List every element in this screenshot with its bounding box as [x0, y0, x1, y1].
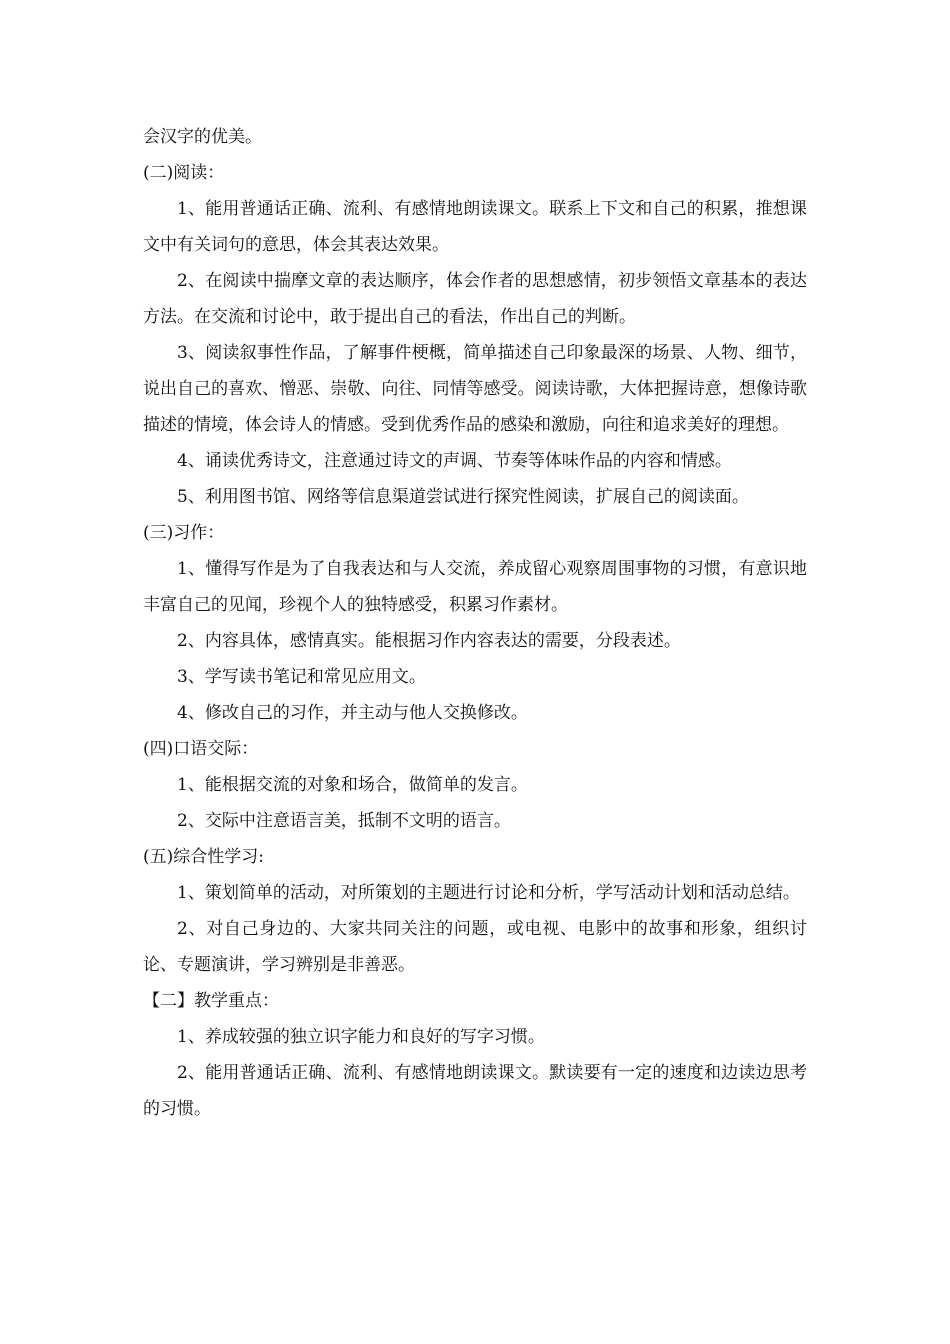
section-heading-oral: (四)口语交际：: [143, 739, 259, 759]
list-item: 2、对自己身边的、大家共同关注的问题，或电视、电影中的故事和形象，组织讨论、专题演讲，学习辨别是非善恶。: [143, 919, 807, 975]
section-heading-key-points: 【二】教学重点：: [143, 991, 279, 1011]
list-item: 4、诵读优秀诗文，注意通过诗文的声调、节奏等体味作品的内容和情感。: [177, 451, 732, 471]
list-item: 4、修改自己的习作，并主动与他人交换修改。: [177, 703, 528, 723]
section-heading-writing: (三)习作：: [143, 523, 225, 543]
list-item: 3、学写读书笔记和常见应用文。: [177, 667, 426, 687]
list-item: 1、懂得写作是为了自我表达和与人交流，养成留心观察周围事物的习惯，有意识地丰富自己的见闻，珍视个人的独特感受，积累习作素材。: [143, 559, 807, 615]
section-heading-comprehensive: (五)综合性学习:: [143, 847, 264, 867]
list-item: 3、阅读叙事性作品，了解事件梗概，简单描述自己印象最深的场景、人物、细节，说出自己的喜欢、憎恶、崇敬、向往、同情等感受。阅读诗歌，大体把握诗意，想像诗歌描述的情境，体会诗人的情感。受到优秀作品的感染和激励，向往和追求美好的理想。: [143, 343, 807, 435]
list-item: 1、能用普通话正确、流利、有感情地朗读课文。联系上下文和自己的积累，推想课文中有关词句的意思，体会其表达效果。: [143, 199, 807, 255]
section-heading-reading: (二)阅读：: [143, 163, 225, 183]
list-item: 5、利用图书馆、网络等信息渠道尝试进行探究性阅读，扩展自己的阅读面。: [177, 487, 749, 507]
list-item: 2、内容具体，感情真实。能根据习作内容表达的需要，分段表述。: [177, 631, 681, 651]
paragraph-continuation: 会汉字的优美。: [143, 127, 262, 147]
list-item: 2、在阅读中揣摩文章的表达顺序，体会作者的思想感情，初步领悟文章基本的表达方法。在交流和讨论中，敢于提出自己的看法，作出自己的判断。: [143, 271, 807, 327]
list-item: 1、养成较强的独立识字能力和良好的写字习惯。: [177, 1027, 545, 1047]
list-item: 1、策划简单的活动，对所策划的主题进行讨论和分析，学写活动计划和活动总结。: [177, 883, 800, 903]
list-item: 2、能用普通话正确、流利、有感情地朗读课文。默读要有一定的速度和边读边思考的习惯。: [143, 1063, 807, 1119]
document-body: [143, 119, 807, 1127]
list-item: 1、能根据交流的对象和场合，做简单的发言。: [177, 775, 528, 795]
list-item: 2、交际中注意语言美，抵制不文明的语言。: [177, 811, 511, 831]
